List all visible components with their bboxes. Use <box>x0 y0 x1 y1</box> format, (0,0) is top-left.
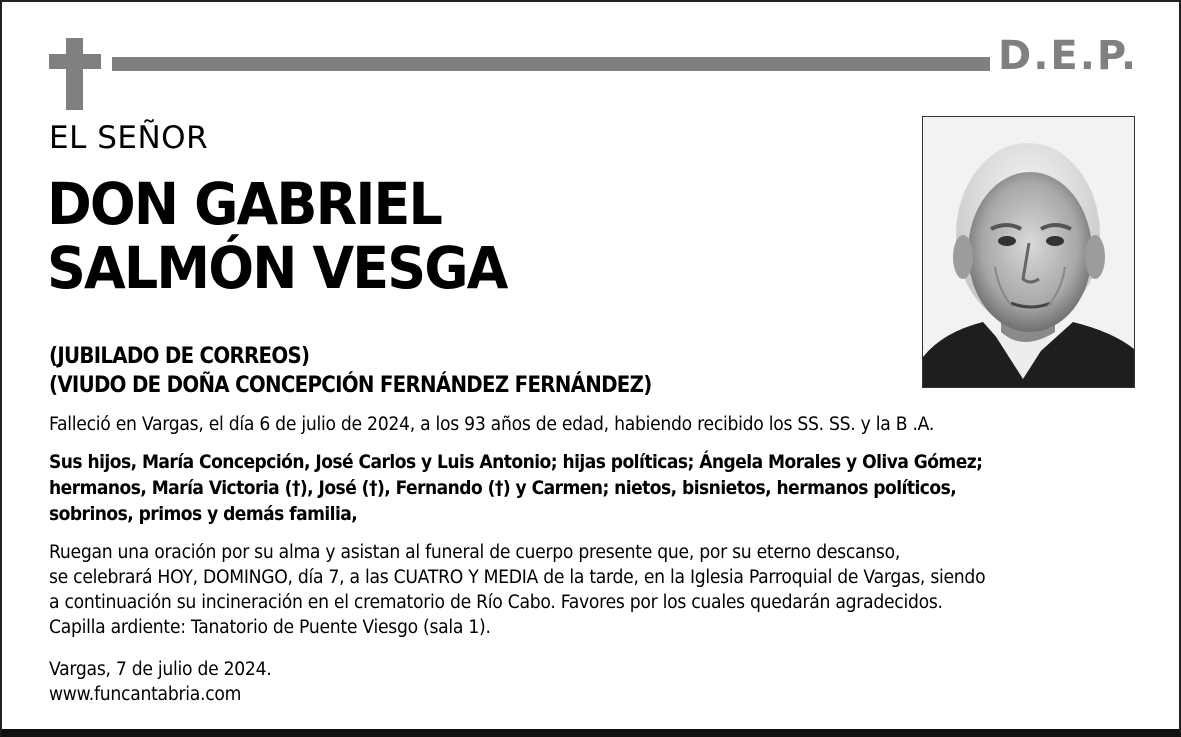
dep-label: D.E.P. <box>998 33 1139 79</box>
portrait-photo-icon <box>923 117 1134 387</box>
family-line: sobrinos, primos y demás familia, <box>49 503 358 525</box>
closing-block <box>49 657 1159 707</box>
header-rule <box>112 57 990 71</box>
funeral-line: se celebrará HOY, DOMINGO, día 7, a las CUATRO Y MEDIA de la tarde, en la Iglesia Parroquial de Vargas, siendo <box>49 567 986 588</box>
funeral-line: Capilla ardiente: Tanatorio de Puente Viesgo (sala 1). <box>49 617 491 638</box>
portrait-photo <box>922 116 1135 388</box>
honorific: EL SEÑOR <box>49 120 209 156</box>
website-link[interactable]: www.funcantabria.com <box>49 684 242 705</box>
note-retired: (JUBILADO DE CORREOS) <box>49 344 310 369</box>
note-widower: (VIUDO DE DOÑA CONCEPCIÓN FERNÁNDEZ FERNÁNDEZ) <box>49 373 652 398</box>
family-line: hermanos, María Victoria (†), José (†), Fernando (†) y Carmen; nietos, bisnietos, hermanos políticos, <box>49 477 957 499</box>
deceased-notes <box>49 342 652 400</box>
family-line: Sus hijos, María Concepción, José Carlos y Luis Antonio; hijas políticas; Ángela Morales y Oliva Gómez; <box>49 451 983 473</box>
funeral-details <box>49 540 1159 640</box>
place-date: Vargas, 7 de julio de 2024. <box>49 659 272 680</box>
deceased-name <box>47 172 507 300</box>
funeral-line: a continuación su incineración en el crematorio de Río Cabo. Favores por los cuales quedarán agradecidos. <box>49 592 943 613</box>
cross-icon <box>49 38 101 110</box>
death-statement <box>49 412 1159 438</box>
funeral-line: Ruegan una oración por su alma y asistan al funeral de cuerpo presente que, por su eterno descanso, <box>49 542 901 563</box>
name-line-1: DON GABRIEL <box>47 170 442 238</box>
name-line-2: SALMÓN VESGA <box>47 234 507 302</box>
family-list <box>49 449 1159 527</box>
death-statement-text: Falleció en Vargas, el día 6 de julio de 2024, a los 93 años de edad, habiendo recibido los SS. SS. y la B .A. <box>49 414 935 435</box>
